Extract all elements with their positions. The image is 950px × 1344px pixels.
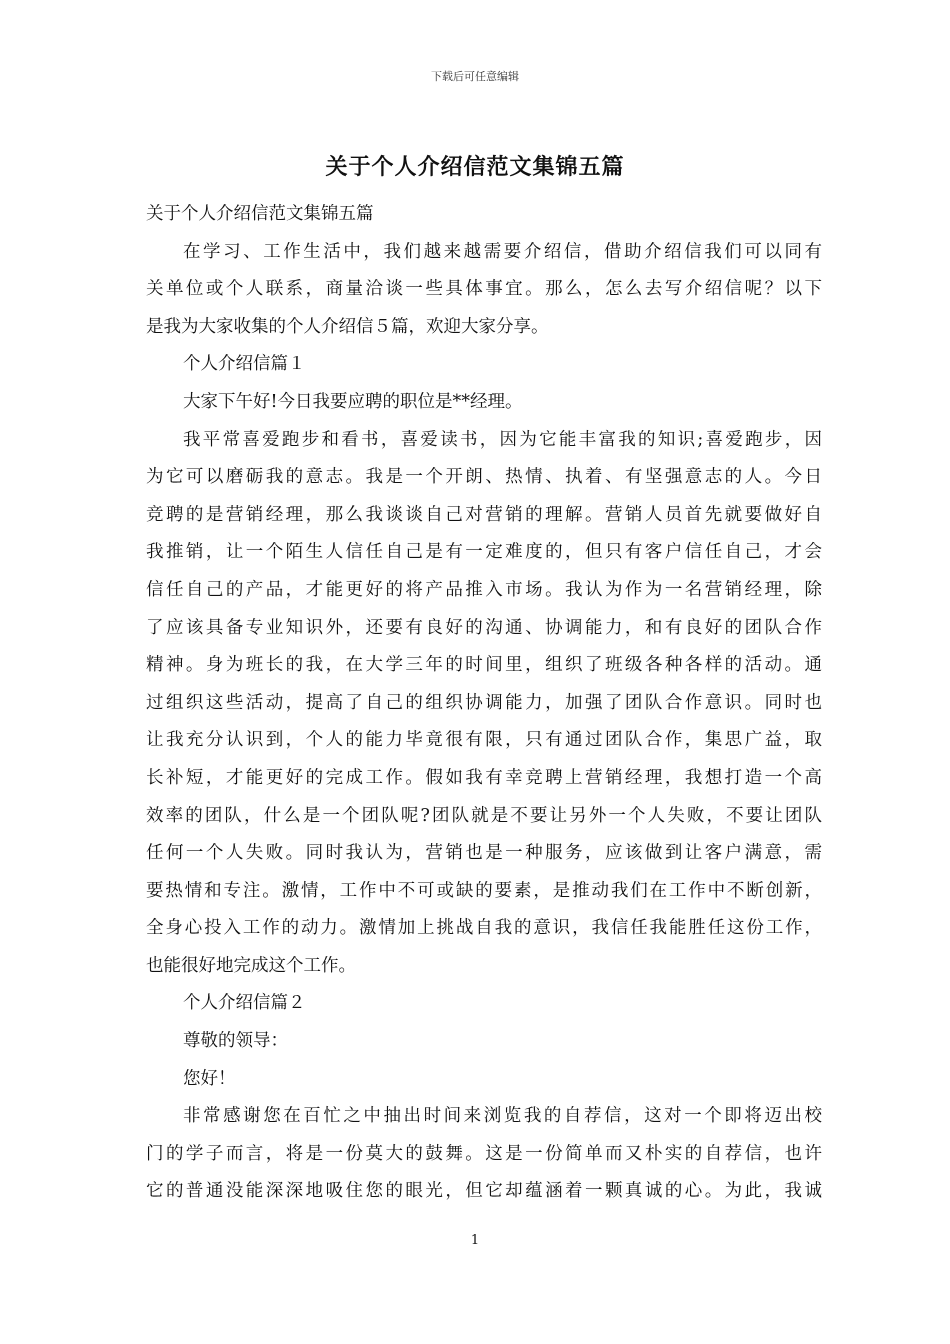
text-line: 关单位或个人联系，商量洽谈一些具体事宜。那么，怎么去写介绍信呢？以下: [146, 279, 822, 300]
text-line: 个人介绍信篇１: [183, 354, 306, 375]
text-line: 是我为大家收集的个人介绍信５篇，欢迎大家分享。: [146, 316, 549, 337]
text-line: 竞聘的是营销经理，那么我谈谈自己对营销的理解。营销人员首先就要做好自: [146, 504, 822, 525]
text-line: 要热情和专注。激情，工作中不可或缺的要素，是推动我们在工作中不断创新，: [146, 880, 822, 901]
text-line: 大家下午好!今日我要应聘的职位是**经理。: [183, 391, 523, 412]
text-line: 关于个人介绍信范文集锦五篇: [146, 204, 374, 224]
text-line: 尊敬的领导：: [183, 1031, 288, 1052]
text-line: 它的普通没能深深地吸住您的眼光，但它却蕴涵着一颗真诚的心。为此，我诚: [146, 1181, 822, 1202]
text-line: 了应该具备专业知识外，还要有良好的沟通、协调能力，和有良好的团队合作: [146, 617, 822, 638]
text-line: 我平常喜爱跑步和看书，喜爱读书，因为它能丰富我的知识;喜爱跑步，因: [183, 429, 822, 450]
text-line: 效率的团队，什么是一个团队呢?团队就是不要让另外一个人失败，不要让团队: [146, 805, 822, 826]
text-line: 为它可以磨砺我的意志。我是一个开朗、热情、执着、有坚强意志的人。今日: [146, 467, 822, 488]
text-line: 让我充分认识到，个人的能力毕竟很有限，只有通过团队合作，集思广益，取: [146, 730, 822, 751]
text-line: 您好！: [183, 1068, 236, 1089]
text-line: 全身心投入工作的动力。激情加上挑战自我的意识，我信任我能胜任这份工作，: [146, 918, 822, 939]
text-line: 也能很好地完成这个工作。: [146, 955, 356, 976]
text-line: 过组织这些活动，提高了自己的组织协调能力，加强了团队合作意识。同时也: [146, 692, 822, 713]
text-line: 精神。身为班长的我，在大学三年的时间里，组织了班级各种各样的活动。通: [146, 655, 822, 676]
text-line: 我推销，让一个陌生人信任自己是有一定难度的，但只有客户信任自己，才会: [146, 542, 822, 563]
header-note: 下载后可任意编辑: [431, 70, 519, 83]
document-title: 关于个人介绍信范文集锦五篇: [325, 154, 625, 180]
page-number: 1: [470, 1233, 480, 1248]
text-line: 非常感谢您在百忙之中抽出时间来浏览我的自荐信，这对一个即将迈出校: [183, 1106, 822, 1127]
text-line: 门的学子而言，将是一份莫大的鼓舞。这是一份简单而又朴实的自荐信，也许: [146, 1143, 822, 1164]
text-line: 任何一个人失败。同时我认为，营销也是一种服务，应该做到让客户满意，需: [146, 843, 822, 864]
document-body: [146, 196, 822, 1211]
text-line: 个人介绍信篇２: [183, 993, 306, 1014]
text-line: 信任自己的产品，才能更好的将产品推入市场。我认为作为一名营销经理，除: [146, 579, 822, 600]
text-line: 在学习、工作生活中，我们越来越需要介绍信，借助介绍信我们可以同有: [183, 241, 822, 262]
text-line: 长补短，才能更好的完成工作。假如我有幸竞聘上营销经理，我想打造一个高: [146, 767, 822, 788]
